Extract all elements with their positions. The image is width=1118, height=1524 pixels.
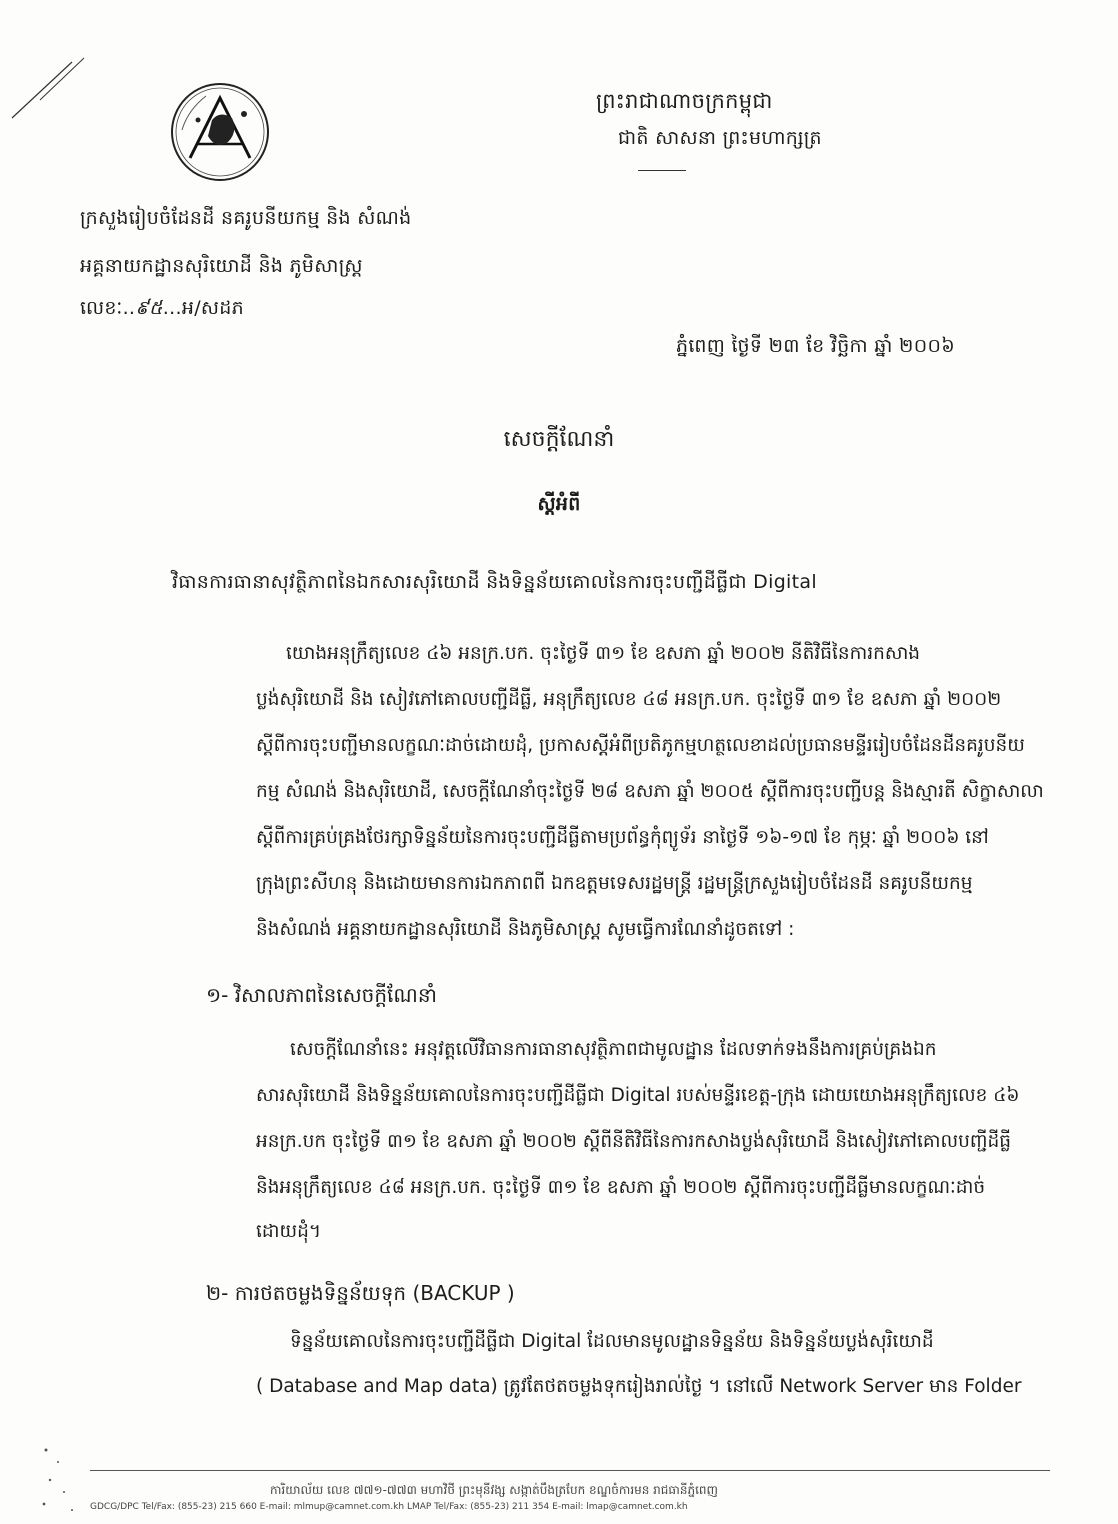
section-heading: ១- វិសាលភាពនៃសេចក្តីណែនាំ <box>206 983 437 1007</box>
document-title: សេចក្តីណែនាំ <box>503 427 615 452</box>
footer-contact: GDCG/DPC Tel/Fax: (855-23) 215 660 E-mail: mlmup@camnet.com.kh LMAP Tel/Fax: (855-23) 211 354 E-mail: lmap@camnet.com.kh <box>90 1502 688 1512</box>
section-line: និងអនុក្រឹត្យលេខ ៤៨ អនក្រ.បក. ចុះថ្ងៃទី ៣១ ខែ ឧសភា ឆ្នាំ ២០០២ ស្តីពីការចុះបញ្ជីដីធ្លីមានលក្ខណៈដាច់ <box>256 1177 986 1198</box>
intro-line: យោងអនុក្រឹត្យលេខ ៤៦ អនក្រ.បក. ចុះថ្ងៃទី ៣១ ខែ ឧសភា ឆ្នាំ ២០០២ នីតិវិធីនៃការកសាង <box>286 643 921 664</box>
reference-value: ៩៥ <box>135 297 163 319</box>
footer-divider <box>90 1470 1050 1471</box>
intro-line: ស្តីពីការគ្រប់គ្រងថែរក្សាទិន្នន័យនៃការចុះបញ្ជីដីធ្លីតាមប្រព័ន្ធកុំព្យូទ័រ នាថ្ងៃទី ១៦-១៧ ខែ កុម្ភៈ ឆ្នាំ ២០០៦ នៅ <box>256 827 989 848</box>
kingdom-motto: ជាតិ សាសនា ព្រះមហាក្សត្រ <box>618 127 822 149</box>
section-line: ទិន្នន័យគោលនៃការចុះបញ្ជីដីធ្លីជា Digital ដែលមានមូលដ្ឋានទិន្នន័យ និងទិន្នន័យប្លង់សុរិយោដី <box>290 1331 934 1352</box>
section-line: ( Database and Map data) ត្រូវតែថតចម្លងទុករៀងរាល់ថ្ងៃ ។ នៅលើ Network Server មាន Folder <box>256 1376 1022 1397</box>
reference-suffix: អ/សដភ <box>181 297 245 319</box>
reference-number: លេខៈ..៩៥...អ/សដភ <box>80 297 245 319</box>
document-topic: វិធានការធានាសុវត្ថិភាពនៃឯកសារសុរិយោដី និងទិន្នន័យគោលនៃការចុះបញ្ជីដីធ្លីជា Digital <box>172 571 817 593</box>
reference-prefix: លេខៈ <box>80 297 123 319</box>
intro-line: និងសំណង់ អគ្គនាយកដ្ឋានសុរិយោដី និងភូមិសាស្ត្រ សូមធ្វើការណែនាំដូចតទៅ : <box>256 919 795 940</box>
footer-address: ការិយាល័យ លេខ ៧៧១-៧៧៣ មហាវិថី ព្រះមុនីវង្ស សង្កាត់បឹងត្របែក ខណ្ឌចំការមន រាជធានីភ្នំពេញ <box>270 1483 718 1497</box>
date-line: ភ្នំពេញ ថ្ងៃទី ២៣ ខែ វិច្ឆិកា ឆ្នាំ ២០០៦ <box>676 335 955 357</box>
ministry-name: ក្រសួងរៀបចំដែនដី នគរូបនីយកម្ម និង សំណង់ <box>80 207 412 229</box>
section-line: សេចក្តីណែនាំនេះ អនុវត្តលើវិធានការធានាសុវត្ថិភាពជាមូលដ្ឋាន ដែលទាក់ទងនឹងការគ្រប់គ្រងឯក <box>290 1039 937 1060</box>
motto-underline <box>638 170 686 171</box>
kingdom-title: ព្រះរាជាណាចក្រកម្ពុជា <box>596 89 773 113</box>
scan-mark-graphic <box>0 0 120 130</box>
intro-line: ប្លង់សុរិយោដី និង សៀវភៅគោលបញ្ជីដីធ្លី, អនុក្រឹត្យលេខ ៤៨ អនក្រ.បក. ចុះថ្ងៃទី ៣១ ខែ ឧសភា ឆ្នាំ ២០០២ <box>256 689 1002 710</box>
intro-line: ស្តីពីការចុះបញ្ជីមានលក្ខណៈដាច់ដោយដុំ, ប្រកាសស្តីអំពីប្រតិភូកម្មហត្ថលេខាដល់ប្រធានមន្ទីររៀបចំដែនដីនគរូបនីយ <box>256 735 1025 756</box>
section-line: ដោយដុំ។ <box>256 1221 322 1242</box>
intro-line: កម្ម សំណង់ និងសុរិយោដី, សេចក្តីណែនាំចុះថ្ងៃទី ២៨ ឧសភា ឆ្នាំ ២០០៥ ស្តីពីការចុះបញ្ជីបន្ត និងស្មារតី សិក្ខាសាលា <box>256 781 1044 802</box>
section-line: អនក្រ.បក ចុះថ្ងៃទី ៣១ ខែ ឧសភា ឆ្នាំ ២០០២ ស្តីពីនីតិវិធីនៃការកសាងប្លង់សុរិយោដី និងសៀវភៅគោលបញ្ជីដីធ្លី <box>256 1131 1011 1152</box>
department-name: អគ្គនាយកដ្ឋានសុរិយោដី និង ភូមិសាស្ត្រ <box>80 255 363 277</box>
ministry-seal-icon <box>168 80 272 184</box>
document-subtitle: ស្តីអំពី <box>537 493 581 515</box>
intro-line: ក្រុងព្រះសីហនុ និងដោយមានការឯកភាពពី ឯកឧត្តមទេសរដ្ឋមន្ត្រី រដ្ឋមន្ត្រីក្រសួងរៀបចំដែនដី នគរូបនីយកម្ម <box>256 873 973 894</box>
scan-noise-graphic <box>38 1440 98 1520</box>
section-line: សារសុរិយោដី និងទិន្នន័យគោលនៃការចុះបញ្ជីដីធ្លីជា Digital របស់មន្ទីរខេត្ត-ក្រុង ដោយយោងអនុក្រឹត្យលេខ ៤៦ <box>256 1085 1020 1106</box>
section-heading: ២- ការថតចម្លងទិន្នន័យទុក (BACKUP ) <box>206 1281 515 1305</box>
